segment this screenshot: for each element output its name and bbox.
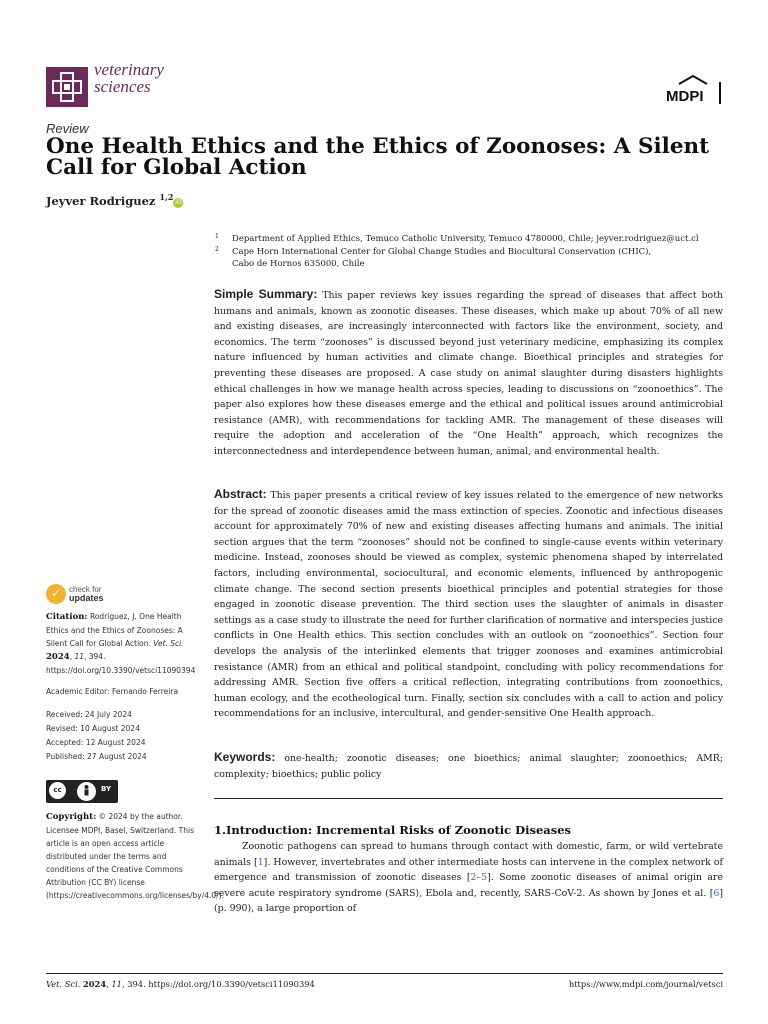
- footer-doi[interactable]: , 394. https://doi.org/10.3390/vetsci11090394: [121, 979, 315, 989]
- keywords-text: one-health; zoonotic diseases; one bioethics; animal slaughter; zoonoethics; AMR; complexity; bioethics; public policy: [214, 753, 723, 780]
- academic-editor: Academic Editor: Fernando Ferreira: [46, 687, 179, 696]
- copyright-label: Copyright:: [46, 812, 97, 822]
- copyright-block: [46, 810, 225, 902]
- citation-volume: 11: [74, 652, 84, 661]
- article-title: One Health Ethics and the Ethics of Zoonoses: A Silent Call for Global Action: [46, 134, 710, 180]
- keywords-label: Keywords:: [214, 750, 276, 764]
- affiliation-number: 2: [215, 246, 219, 253]
- date-published: Published: 27 August 2024: [46, 752, 147, 761]
- date-received: Received: 24 July 2024: [46, 710, 132, 719]
- journal-title-line1: veterinary: [94, 60, 164, 79]
- author-affil-marks: 1,2: [159, 192, 174, 202]
- intro-paragraph: [214, 839, 723, 917]
- affiliation-2: [215, 246, 652, 270]
- publisher-logo[interactable]: [665, 74, 722, 106]
- abstract-label: Abstract:: [214, 487, 267, 501]
- mdpi-logo-icon: [665, 74, 722, 106]
- keywords: [214, 750, 723, 782]
- affiliation-text: Cape Horn International Center for Global Change Studies and Biocultural Conservation (CHIC),: [232, 247, 652, 257]
- copyright-text: © 2024 by the author. Licensee MDPI, Basel, Switzerland. This article is an open access article distributed under the terms and conditions of the Creative Commons Attribution (CC BY) license (https://creativecommons.org/licenses/by/4.0/).: [46, 812, 225, 900]
- affiliation-text: Department of Applied Ethics, Temuco Catholic University, Temuco 4780000, Chile; jeyver.rodriguez@uct.cl: [232, 234, 699, 244]
- simple-summary-text: This paper reviews key issues regarding the spread of diseases that affect both humans and animals, known as zoonotic diseases. These diseases, which make up about 70% of all new and existing diseases, are increasingly interconnected with factors like the environment, society, and economics. The term “zoonoses” is discussed beyond just veterinary medicine, emphasizing its complex nature influenced by human activities and climate change. Bioethical principles and strategies for preventing these diseases are proposed. A case study on animal slaughter during disasters highlights ethical challenges in how we manage health across species, leading to discussions on “zoonoethics”. The paper also explores how these diseases emerge and the ethical and political issues around antimicrobial resistance (AMR), with recommendations for tackling AMR. The management of these diseases will require the adoption and acceleration of the “One Health” approach, which recognizes the interconnectedness and interdependence between human, animal, and environmental health.: [214, 290, 723, 457]
- cc-license-badge[interactable]: [46, 780, 118, 803]
- citation-block: Citation: Rodriguez, J. One Health Ethics and the Ethics of Zoonoses: A Silent Call for Global Action. Vet. Sci. 2024, 11, 394. https://doi.org/10.3390/vetsci11090394: [46, 612, 196, 675]
- footer-journal-url[interactable]: https://www.mdpi.com/journal/vetsci: [568, 979, 723, 989]
- intro-text: ]. However, invertebrates and other intermediate hosts can intervene in the complex network of emergence and transmission of zoonotic diseases [: [214, 856, 723, 884]
- footer-journal: Vet. Sci.: [46, 979, 81, 989]
- citation-year: 2024: [46, 652, 70, 662]
- footer-year: 2024: [83, 979, 107, 989]
- veterinary-cross-icon: [46, 67, 88, 107]
- section-divider: [214, 798, 723, 799]
- journal-title-line2: sciences: [94, 77, 151, 96]
- abstract-text: This paper presents a critical review of key issues related to the emergence of new networks for the spread of zoonotic diseases amid the mass extinction of species. Zoonotic and infectious diseases account for approximately 70% of new and existing diseases affecting humans and animals. The initial section argues that the term “zoonoses” should not be confined to single-cause events within veterinary medicine. Instead, zoonoses should be viewed as complex, systemic phenomena shaped by interrelated factors, including environmental, sociocultural, and economic elements, influenced by anthropogenic climate change. The second section presents bioethical principles and potential strategies for those engaged in zoonotic disease prevention. The third section uses the slaughter of animals in disaster settings as a case study to illustrate the need for further clarification of normative and interspecies justice conflicts in One Health ethics. This section concludes with an outlook on “zoonoethics”. Section four develops the analysis of the interlinked elements that trigger zoonoses and examines antimicrobial resistance (AMR) from an ethical and political standpoint, concluding with policy recommendations for addressing AMR. Section five offers a critical reflection, integrating contributions from zoonoethics, human ecology, and the ecotheological turn. Finally, section six concludes with a call to action and policy recommendations for an inclusive, intercultural, and gender-sensitive One Health approach.: [214, 490, 723, 720]
- footer-rule: [46, 973, 723, 974]
- affiliation-number: 1: [215, 233, 219, 240]
- intro-text: Zoonotic pathogens can spread to humans through contact with domestic, farm, or wild vertebrate animals [: [214, 841, 723, 868]
- reference-link[interactable]: 6: [713, 887, 720, 899]
- journal-title[interactable]: [94, 61, 164, 95]
- author: [46, 192, 183, 208]
- date-revised: Revised: 10 August 2024: [46, 724, 140, 733]
- intro-text: ] (p. 990), a large proportion of: [214, 887, 723, 915]
- check-updates-line1: check for: [69, 585, 102, 594]
- attribution-icon: [77, 782, 96, 801]
- reference-link[interactable]: 1: [257, 856, 264, 868]
- affiliation-1: [215, 233, 699, 245]
- footer-volume: 11: [111, 979, 122, 989]
- abstract: [214, 487, 723, 722]
- orcid-icon[interactable]: iD: [175, 198, 182, 206]
- publisher-name: MDPI: [666, 88, 704, 105]
- section-heading: 1.Introduction: Incremental Risks of Zoonotic Diseases: [214, 823, 572, 837]
- check-updates-icon: ✓: [46, 584, 66, 604]
- intro-text: ]. Some zoonotic diseases of animal origin are severe acute respiratory syndrome (SARS), Ebola and, recently, SARS-CoV-2. As shown by Jones et al. [: [214, 872, 724, 899]
- check-updates-text: [69, 586, 104, 602]
- citation-doi[interactable]: , 394. https://doi.org/10.3390/vetsci11090394: [46, 652, 196, 675]
- simple-summary: [214, 287, 723, 460]
- article-type: Review: [46, 121, 89, 136]
- check-updates-line2: updates: [69, 593, 104, 603]
- simple-summary-label: Simple Summary:: [214, 287, 318, 301]
- cc-icon: cc: [49, 782, 66, 799]
- journal-logo: [46, 67, 88, 107]
- author-name: Jeyver Rodriguez: [46, 193, 156, 208]
- citation-label: Citation:: [46, 612, 88, 622]
- reference-link[interactable]: 2–5: [470, 872, 488, 884]
- affiliation-text-line2: Cabo de Hornos 635000, Chile: [232, 259, 365, 269]
- footer-citation: Vet. Sci. 2024, 11, 394. https://doi.org/10.3390/vetsci11090394: [46, 979, 315, 989]
- date-accepted: Accepted: 12 August 2024: [46, 738, 146, 747]
- cc-by-label: BY: [101, 785, 112, 793]
- citation-journal: Vet. Sci.: [153, 639, 184, 648]
- citation-text: Rodriguez, J. One Health Ethics and the Ethics of Zoonoses: A Silent Call for Global Action.: [46, 612, 183, 648]
